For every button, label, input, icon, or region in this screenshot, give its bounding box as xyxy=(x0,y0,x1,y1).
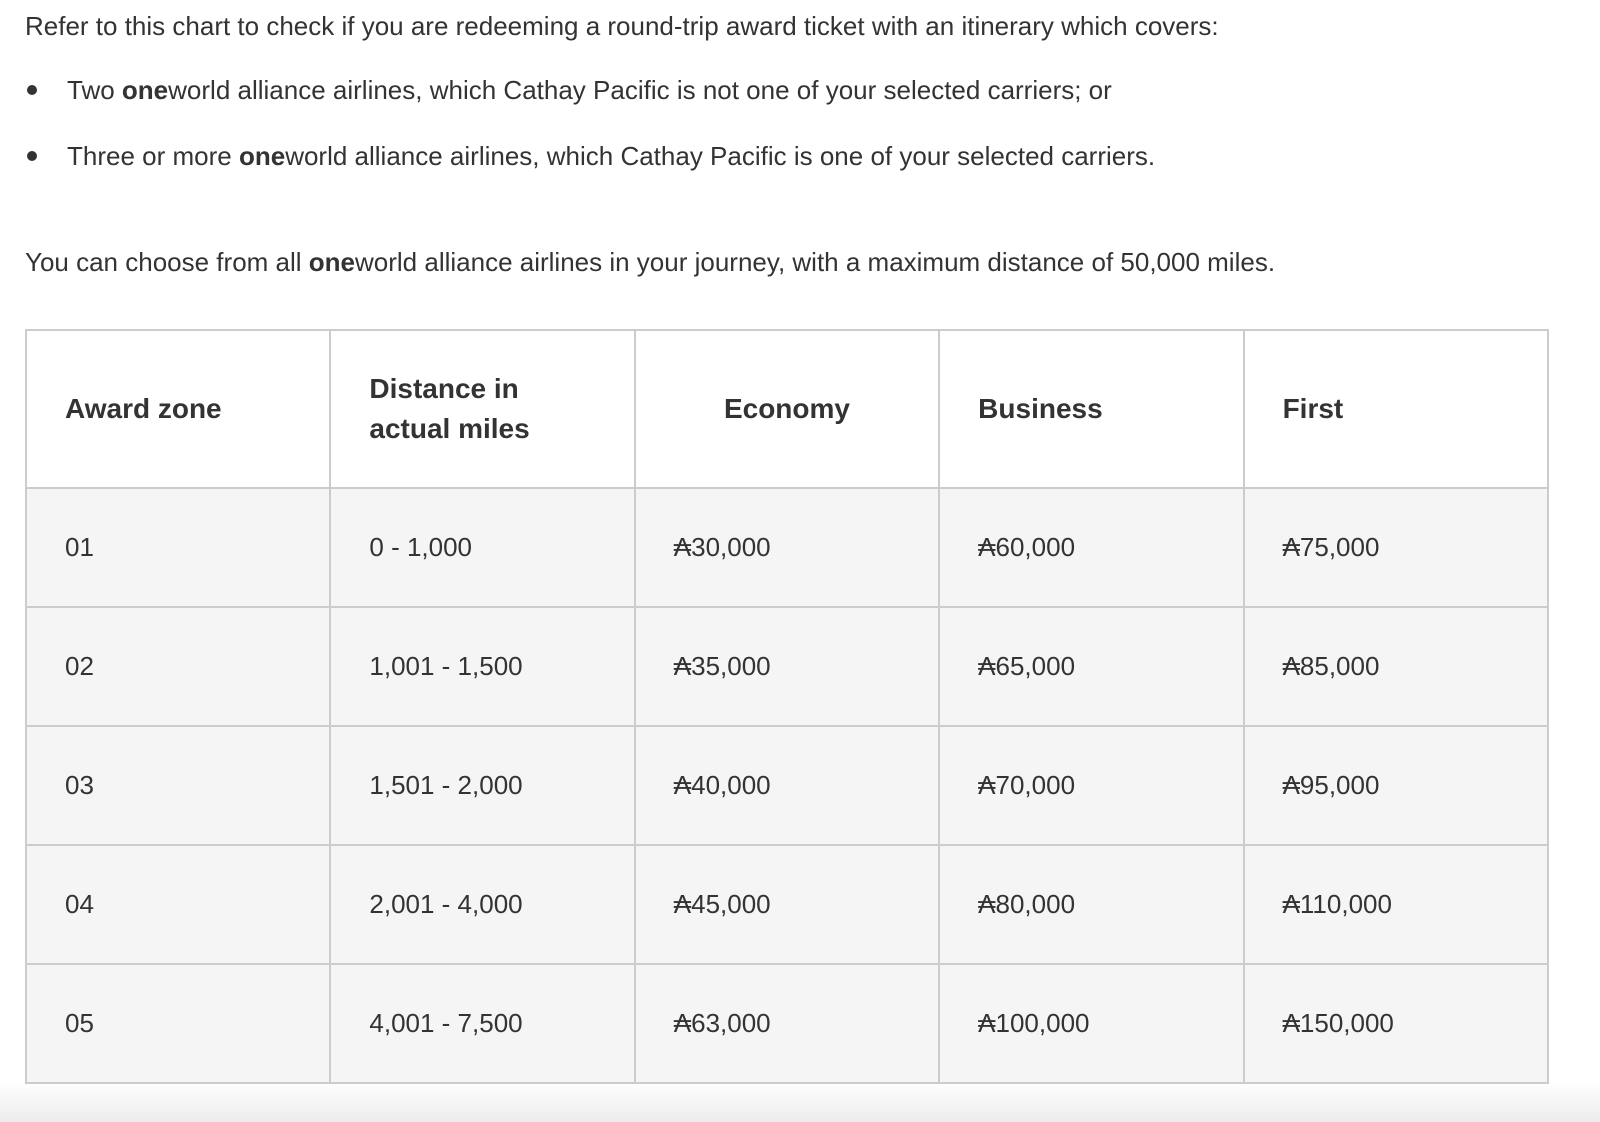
header-economy: Economy xyxy=(635,330,939,488)
cell-business: ₳60,000 xyxy=(939,488,1243,607)
brand-strong: one xyxy=(121,75,169,105)
table-row xyxy=(26,726,1548,845)
condition-text xyxy=(67,72,1112,108)
table-row xyxy=(26,488,1548,607)
cell-economy: ₳30,000 xyxy=(635,488,939,607)
cell-first: ₳75,000 xyxy=(1244,488,1548,607)
cell-zone: 01 xyxy=(26,488,330,607)
header-distance xyxy=(330,330,634,488)
cell-zone: 04 xyxy=(26,845,330,964)
cell-distance: 1,001 - 1,500 xyxy=(330,607,634,726)
brand-strong: one xyxy=(308,247,355,277)
cell-distance: 1,501 - 2,000 xyxy=(330,726,634,845)
bullet-dot-icon xyxy=(27,85,37,95)
cell-business: ₳65,000 xyxy=(939,607,1243,726)
header-award-zone: Award zone xyxy=(26,330,330,488)
cell-distance: 4,001 - 7,500 xyxy=(330,964,634,1083)
condition-prefix: Three or more xyxy=(67,141,239,171)
condition-rest: world alliance airlines, which Cathay Pacific is one of your selected carriers. xyxy=(285,141,1156,171)
condition-prefix: Two xyxy=(67,75,122,105)
cell-first: ₳110,000 xyxy=(1244,845,1548,964)
intro-text: Refer to this chart to check if you are redeeming a round-trip award ticket with an itinerary which covers: xyxy=(25,11,1219,41)
condition-rest: world alliance airlines, which Cathay Pacific is not one of your selected carriers; or xyxy=(168,75,1112,105)
cell-distance: 2,001 - 4,000 xyxy=(330,845,634,964)
cell-economy: ₳63,000 xyxy=(635,964,939,1083)
condition-text xyxy=(67,138,1155,174)
max-distance-note xyxy=(25,244,1275,280)
cell-zone: 02 xyxy=(26,607,330,726)
header-distance-line1: Distance in xyxy=(369,373,519,404)
cell-distance: 0 - 1,000 xyxy=(330,488,634,607)
cell-business: ₳80,000 xyxy=(939,845,1243,964)
header-distance-line2: actual miles xyxy=(369,413,530,444)
cell-business: ₳100,000 xyxy=(939,964,1243,1083)
header-first: First xyxy=(1244,330,1548,488)
bullet-dot-icon xyxy=(27,151,37,161)
note-rest: world alliance airlines in your journey, with a maximum distance of 50,000 miles. xyxy=(355,247,1276,277)
cell-zone: 05 xyxy=(26,964,330,1083)
table-row xyxy=(26,964,1548,1083)
cell-business: ₳70,000 xyxy=(939,726,1243,845)
cell-economy: ₳45,000 xyxy=(635,845,939,964)
cell-zone: 03 xyxy=(26,726,330,845)
cell-first: ₳85,000 xyxy=(1244,607,1548,726)
table-row xyxy=(26,607,1548,726)
cell-first: ₳150,000 xyxy=(1244,964,1548,1083)
cell-first: ₳95,000 xyxy=(1244,726,1548,845)
cell-economy: ₳40,000 xyxy=(635,726,939,845)
award-chart-table xyxy=(25,329,1549,1084)
note-prefix: You can choose from all xyxy=(25,247,309,277)
brand-strong: one xyxy=(238,141,286,171)
bottom-fade-overlay xyxy=(0,1082,1600,1122)
table-header-row xyxy=(26,330,1548,488)
table-row xyxy=(26,845,1548,964)
award-table-container xyxy=(25,329,1549,1084)
cell-economy: ₳35,000 xyxy=(635,607,939,726)
header-business: Business xyxy=(939,330,1243,488)
